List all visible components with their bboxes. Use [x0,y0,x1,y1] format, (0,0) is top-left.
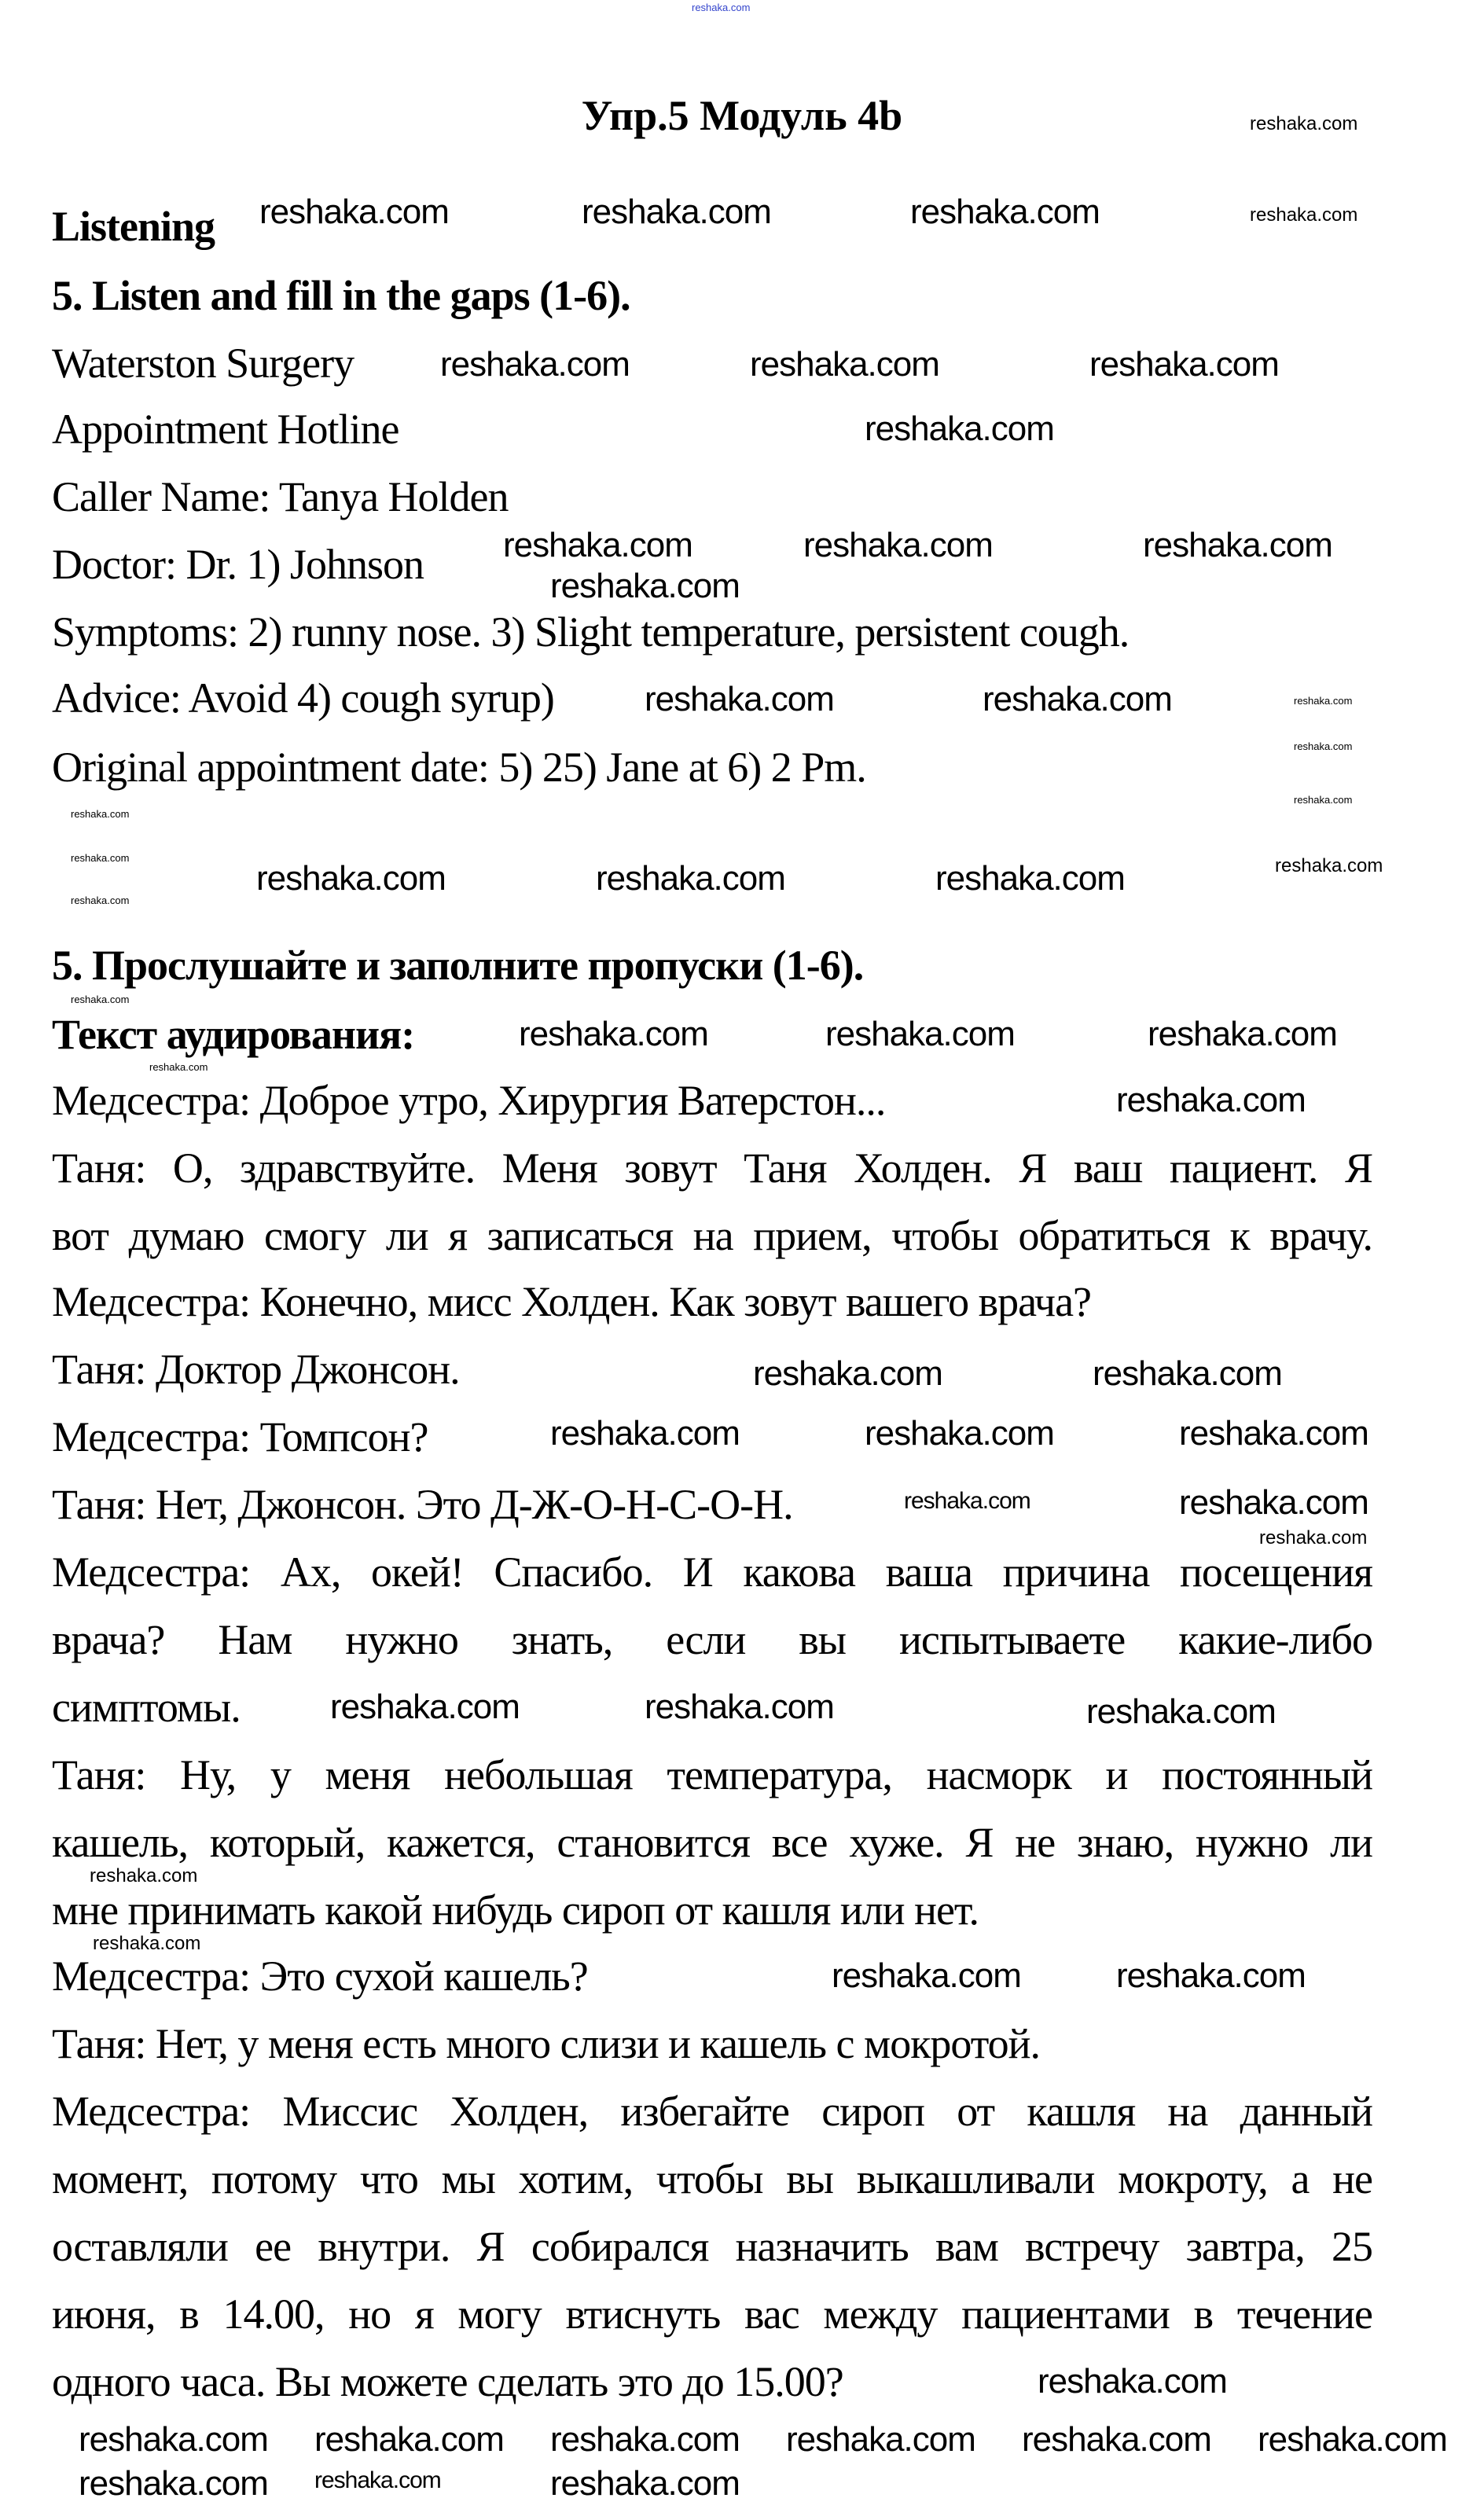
watermark: reshaka.com [550,567,740,605]
transcript-line: момент, потому что мы хотим, чтобы вы выкашливали мокроту, а не [52,2155,1372,2202]
watermark: reshaka.com [1116,1081,1306,1119]
english-line: Symptoms: 2) runny nose. 3) Slight temperature, persistent cough. [52,608,1130,656]
transcript-heading: Текст аудирования: [52,1011,415,1058]
transcript-line: оставляли ее внутри. Я собирался назначить вам встречу завтра, 25 [52,2223,1372,2270]
watermark: reshaka.com [645,1688,834,1726]
watermark: reshaka.com [983,680,1172,718]
page-title: Упр.5 Модуль 4b [581,92,903,139]
watermark: reshaka.com [550,2420,740,2459]
watermark: reshaka.com [259,193,449,231]
english-line: Caller Name: Tanya Holden [52,473,509,520]
watermark: reshaka.com [692,2,751,13]
task-russian: 5. Прослушайте и заполните пропуски (1-6). [52,942,864,989]
watermark: reshaka.com [1294,695,1353,707]
transcript-line: Медсестра: Миссис Холден, избегайте сироп от кашля на данный [52,2088,1372,2135]
task-english: 5. Listen and fill in the gaps (1-6). [52,272,630,319]
watermark: reshaka.com [314,2467,441,2493]
watermark: reshaka.com [1250,204,1358,226]
transcript-line: врача? Нам нужно знать, если вы испытываете какие-либо [52,1616,1372,1663]
transcript-line: кашель, который, кажется, становится все хуже. Я не знаю, нужно ли [52,1819,1372,1866]
watermark: reshaka.com [1258,2420,1447,2459]
watermark: reshaka.com [71,994,130,1005]
watermark: reshaka.com [1116,1956,1306,1995]
watermark: reshaka.com [1093,1354,1282,1393]
watermark: reshaka.com [1143,526,1332,564]
watermark: reshaka.com [1038,2362,1227,2401]
transcript-line: Таня: О, здравствуйте. Меня зовут Таня Холден. Я ваш пациент. Я [52,1144,1372,1192]
watermark: reshaka.com [550,2464,740,2503]
watermark: reshaka.com [582,193,771,231]
watermark: reshaka.com [1179,1483,1368,1522]
transcript-line: Таня: Доктор Джонсон. [52,1346,460,1393]
english-line: Appointment Hotline [52,406,399,453]
watermark: reshaka.com [256,859,446,898]
watermark: reshaka.com [753,1354,942,1393]
watermark: reshaka.com [750,345,939,384]
watermark: reshaka.com [519,1015,708,1053]
watermark: reshaka.com [1294,740,1353,752]
watermark: reshaka.com [90,1865,198,1886]
watermark: reshaka.com [865,410,1054,448]
english-line: Advice: Avoid 4) cough syrup) [52,674,554,722]
transcript-line: Медсестра: Конечно, мисс Холден. Как зовут вашего врача? [52,1278,1092,1325]
watermark: reshaka.com [93,1933,201,1954]
watermark: reshaka.com [71,852,130,864]
watermark: reshaka.com [1275,855,1383,876]
transcript-line: Таня: Нет, Джонсон. Это Д-Ж-О-Н-С-О-Н. [52,1481,793,1528]
watermark: reshaka.com [865,1414,1054,1453]
transcript-line: одного часа. Вы можете сделать это до 15.00? [52,2358,843,2405]
watermark: reshaka.com [550,1414,740,1453]
transcript-line: мне принимать какой нибудь сироп от кашля или нет. [52,1886,979,1934]
watermark: reshaka.com [149,1061,208,1073]
watermark: reshaka.com [330,1688,520,1726]
transcript-line: Медсестра: Доброе утро, Хирургия Ватерстон... [52,1077,886,1124]
watermark: reshaka.com [1022,2420,1211,2459]
watermark: reshaka.com [440,345,630,384]
watermark: reshaka.com [1089,345,1279,384]
transcript-line: Медсестра: Томпсон? [52,1413,428,1460]
transcript-line: симптомы. [52,1684,241,1731]
watermark: reshaka.com [1086,1692,1276,1731]
watermark: reshaka.com [786,2420,975,2459]
english-line: Original appointment date: 5) 25) Jane at 6) 2 Pm. [52,744,866,791]
transcript-line: Таня: Ну, у меня небольшая температура, насморк и постоянный [52,1751,1372,1798]
transcript-line: вот думаю смогу ли я записаться на прием, чтобы обратиться к врачу. [52,1212,1372,1259]
watermark: reshaka.com [1179,1414,1368,1453]
watermark: reshaka.com [79,2464,268,2503]
english-line: Doctor: Dr. 1) Johnson [52,541,424,588]
watermark: reshaka.com [314,2420,504,2459]
english-line: Waterston Surgery [52,340,354,387]
watermark: reshaka.com [910,193,1100,231]
section-heading: Listening [52,203,215,250]
transcript-line: июня, в 14.00, но я могу втиснуть вас между пациентами в течение [52,2290,1372,2338]
watermark: reshaka.com [904,1488,1030,1514]
watermark: reshaka.com [1250,113,1358,134]
watermark: reshaka.com [825,1015,1015,1053]
watermark: reshaka.com [71,808,130,820]
watermark: reshaka.com [71,894,130,906]
watermark: reshaka.com [645,680,834,718]
transcript-line: Медсестра: Это сухой кашель? [52,1952,588,2000]
watermark: reshaka.com [803,526,993,564]
watermark: reshaka.com [79,2420,268,2459]
watermark: reshaka.com [1259,1527,1368,1548]
transcript-line: Медсестра: Ах, окей! Спасибо. И какова ваша причина посещения [52,1548,1372,1596]
watermark: reshaka.com [1294,794,1353,806]
transcript-line: Таня: Нет, у меня есть много слизи и кашель с мокротой. [52,2020,1041,2067]
watermark: reshaka.com [503,526,692,564]
watermark: reshaka.com [832,1956,1021,1995]
watermark: reshaka.com [596,859,785,898]
watermark: reshaka.com [1148,1015,1337,1053]
watermark: reshaka.com [935,859,1125,898]
